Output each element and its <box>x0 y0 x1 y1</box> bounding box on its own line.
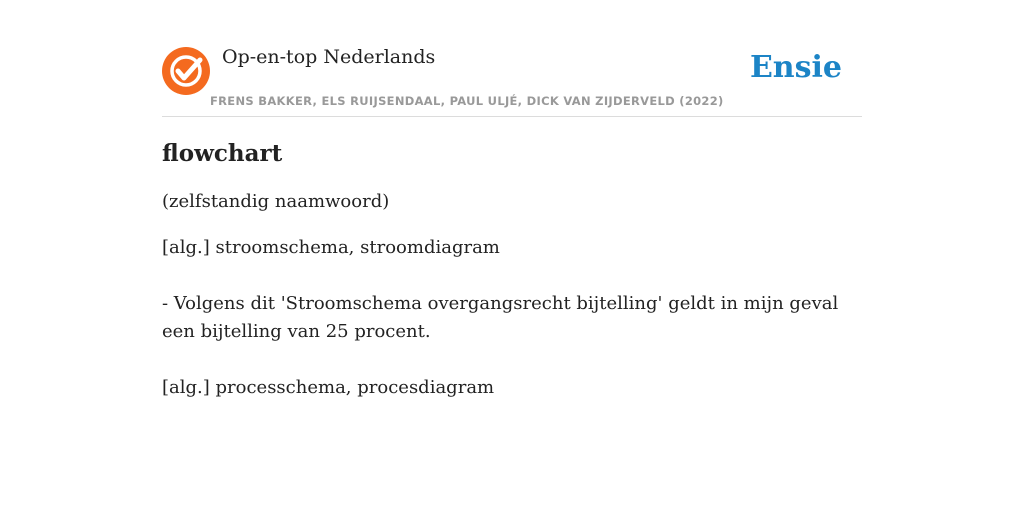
source-logo <box>162 47 210 95</box>
checkmark-icon <box>162 47 210 95</box>
source-authors: FRENS BAKKER, ELS RUIJSENDAAL, PAUL ULJÉ, DICK VAN ZIJDERVELD (2022) <box>210 94 724 108</box>
source-header <box>162 40 862 117</box>
entry-content <box>162 138 842 402</box>
part-of-speech: (zelfstandig naamwoord) <box>162 191 390 212</box>
brand-logo[interactable]: Ensie <box>749 50 842 85</box>
source-title[interactable]: Op-en-top Nederlands <box>222 46 436 68</box>
definition-2: [alg.] processchema, procesdiagram <box>162 377 495 398</box>
definition-1: [alg.] stroomschema, stroomdiagram <box>162 237 500 258</box>
example-sentence: - Volgens dit 'Stroomschema overgangsrecht bijtelling' geldt in mijn geval een bijtelling van 25 procent. <box>162 293 839 342</box>
entry-headword: flowchart <box>162 140 283 167</box>
